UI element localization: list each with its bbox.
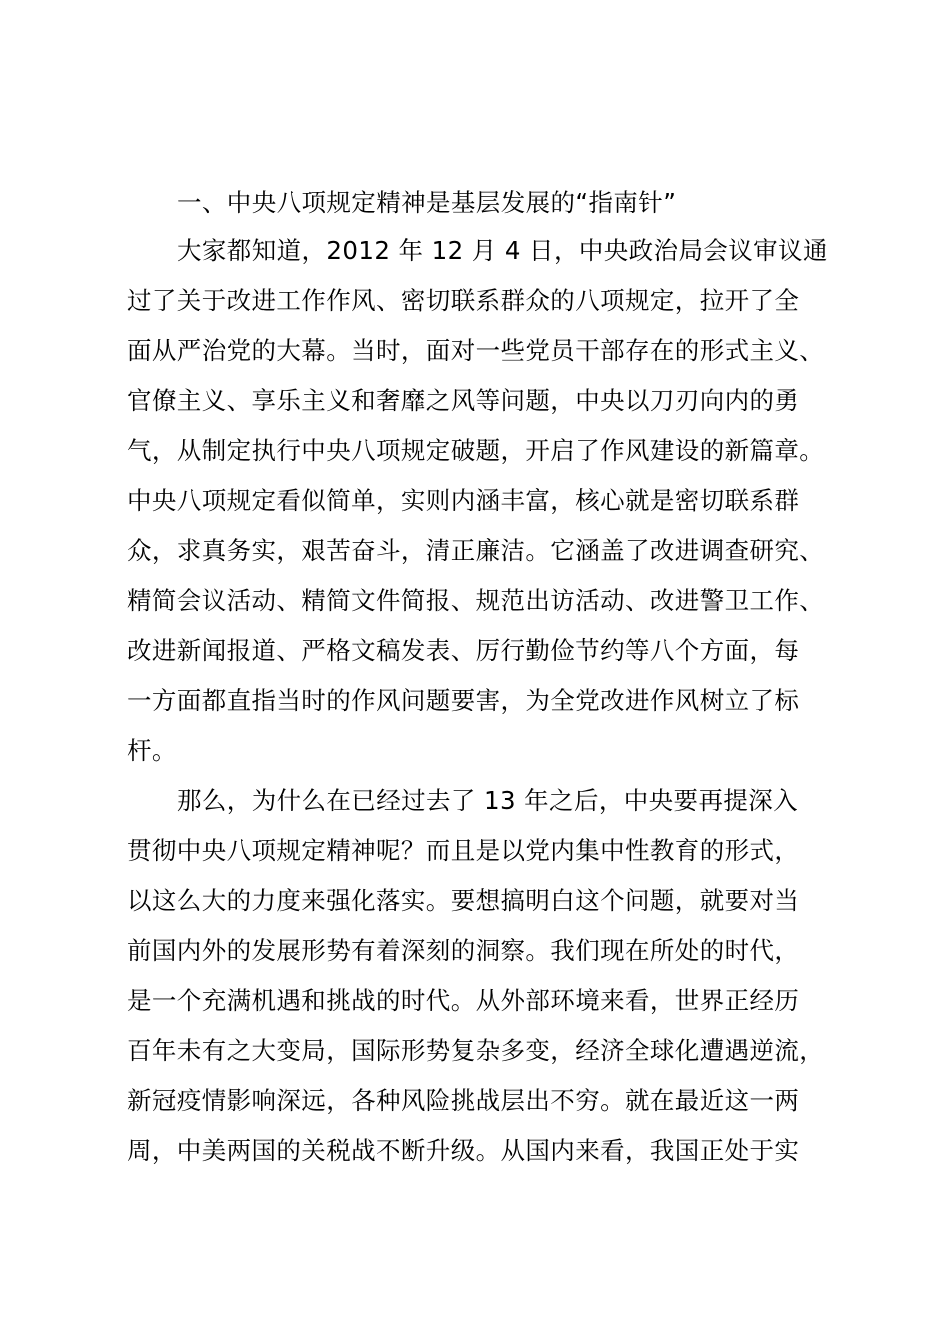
paragraph-line: 改进新闻报道、严格文稿发表、厉行勤俭节约等八个方面，每 [127,636,800,665]
paragraph-line: 贯彻中央八项规定精神呢？而且是以党内集中性教育的形式， [127,836,800,865]
paragraph-line: 过了关于改进工作作风、密切联系群众的八项规定，拉开了全 [127,286,800,315]
paragraph-line: 百年未有之大变局，国际形势复杂多变，经济全球化遭遇逆流， [127,1036,825,1065]
paragraph-line: 前国内外的发展形势有着深刻的洞察。我们现在所处的时代， [127,936,800,965]
paragraph-line: 周，中美两国的关税战不断升级。从国内来看，我国正处于实 [127,1136,800,1165]
section-heading: 一、中央八项规定精神是基层发展的“指南针” [177,188,677,217]
paragraph-line: 杆。 [127,736,177,765]
paragraph-line: 以这么大的力度来强化落实。要想搞明白这个问题，就要对当 [127,886,800,915]
paragraph-line: 一方面都直指当时的作风问题要害，为全党改进作风树立了标 [127,686,800,715]
paragraph-1 [127,226,847,776]
document-body [127,180,847,1176]
paragraph-line: 是一个充满机遇和挑战的时代。从外部环境来看，世界正经历 [127,986,800,1015]
paragraph-line: 那么，为什么在已经过去了 13 年之后，中央要再提深入 [177,786,799,815]
paragraph-line: 官僚主义、享乐主义和奢靡之风等问题，中央以刀刃向内的勇 [127,386,800,415]
paragraph-line: 新冠疫情影响深远，各种风险挑战层出不穷。就在最近这一两 [127,1086,800,1115]
paragraph-line: 气，从制定执行中央八项规定破题，开启了作风建设的新篇章。 [127,436,825,465]
paragraph-line: 面从严治党的大幕。当时，面对一些党员干部存在的形式主义、 [127,336,825,365]
paragraph-line: 精简会议活动、精简文件简报、规范出访活动、改进警卫工作、 [127,586,825,615]
paragraph-line: 大家都知道，2012 年 12 月 4 日，中央政治局会议审议通 [177,236,828,265]
paragraph-line: 众，求真务实，艰苦奋斗，清正廉洁。它涵盖了改进调查研究、 [127,536,825,565]
paragraph-2 [127,776,847,1176]
paragraph-line: 中央八项规定看似简单，实则内涵丰富，核心就是密切联系群 [127,486,800,515]
